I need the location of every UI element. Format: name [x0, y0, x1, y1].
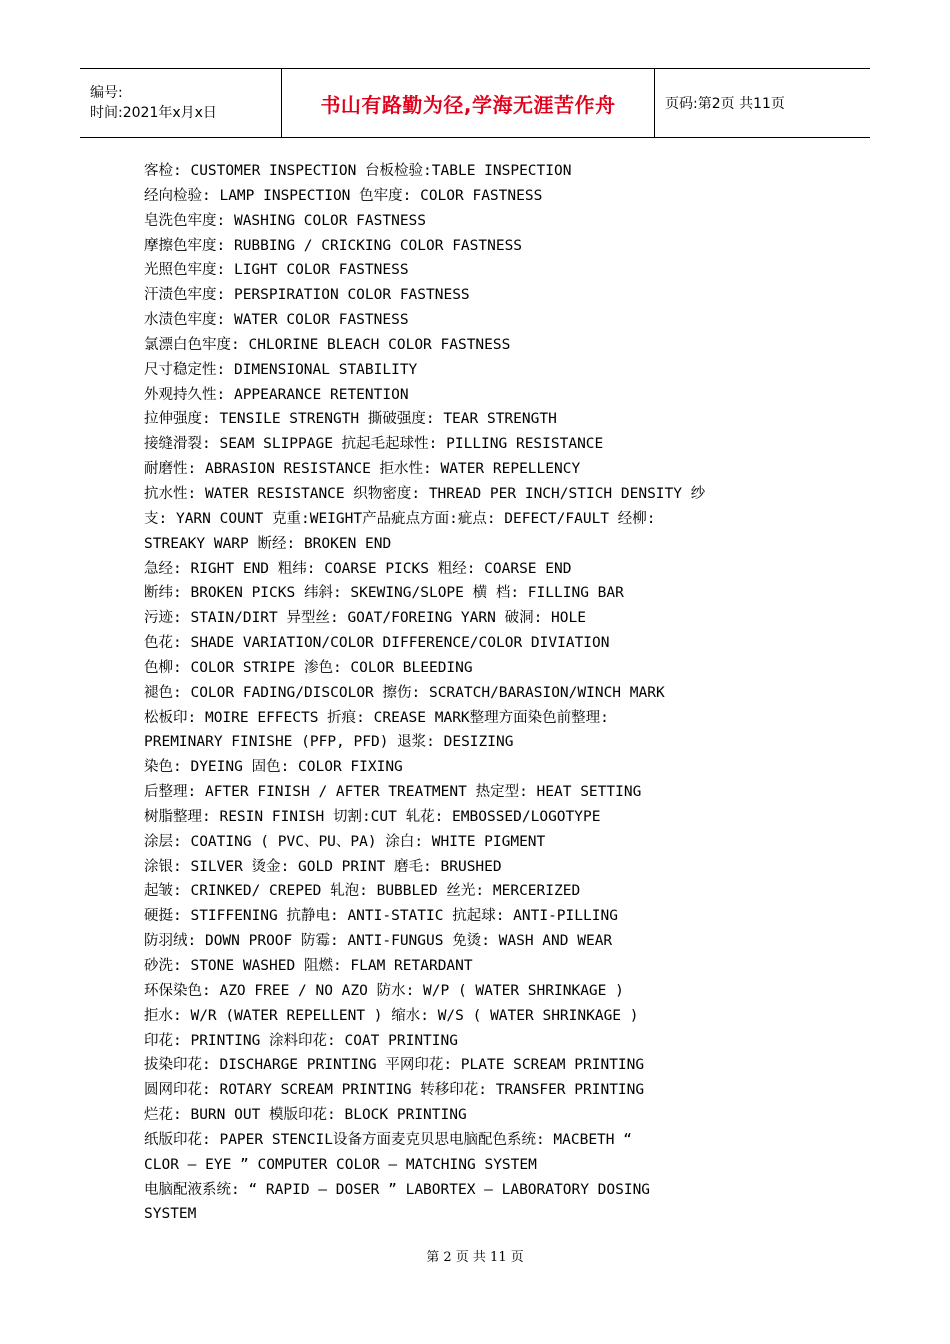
text-line: PREMINARY FINISHE (PFP, PFD) 退浆: DESIZING — [144, 734, 514, 751]
date-label: 时间:2021年x月x日 — [90, 105, 217, 121]
document-body — [144, 159, 814, 1227]
text-line: 起皱: CRINKED/ CREPED 轧泡: BUBBLED 丝光: MERCERIZED — [144, 883, 581, 900]
text-line: 树脂整理: RESIN FINISH 切割:CUT 轧花: EMBOSSED/LOGOTYPE — [144, 808, 601, 825]
text-line: 电脑配液系统: “ RAPID – DOSER ” LABORTEX – LABORATORY DOSING — [144, 1181, 651, 1198]
text-line: 硬挺: STIFFENING 抗静电: ANTI-STATIC 抗起球: ANTI-PILLING — [144, 908, 618, 925]
text-line: 抗水性: WATER RESISTANCE 织物密度: THREAD PER INCH/STICH DENSITY 纱 — [144, 485, 706, 502]
text-line: 断纬: BROKEN PICKS 纬斜: SKEWING/SLOPE 横 档: FILLING BAR — [144, 585, 624, 602]
motto: 书山有路勤为径,学海无涯苦作舟 — [320, 92, 616, 117]
text-line: 水渍色牢度: WATER COLOR FASTNESS — [144, 312, 409, 329]
text-line: 色花: SHADE VARIATION/COLOR DIFFERENCE/COLOR DIVIATION — [144, 635, 610, 652]
text-line: 光照色牢度: LIGHT COLOR FASTNESS — [144, 262, 409, 279]
text-line: 防羽绒: DOWN PROOF 防霉: ANTI-FUNGUS 免烫: WASH AND WEAR — [144, 933, 613, 950]
text-line: 尺寸稳定性: DIMENSIONAL STABILITY — [144, 361, 418, 378]
text-line: 拔染印花: DISCHARGE PRINTING 平网印花: PLATE SCREAM PRINTING — [144, 1057, 645, 1074]
text-line: 耐磨性: ABRASION RESISTANCE 拒水性: WATER REPELLENCY — [144, 461, 581, 478]
text-line: 纸版印花: PAPER STENCIL设备方面麦克贝思电脑配色系统: MACBETH “ — [144, 1131, 632, 1148]
header-motto-cell — [282, 69, 655, 137]
text-line: 圆网印花: ROTARY SCREAM PRINTING 转移印花: TRANSFER PRINTING — [144, 1082, 645, 1099]
text-line: 涂层: COATING ( PVC、PU、PA) 涂白: WHITE PIGMENT — [144, 833, 546, 850]
code-label: 编号: — [90, 85, 123, 101]
page-footer: 第 2 页 共 11 页 — [426, 1250, 524, 1265]
text-line: 摩擦色牢度: RUBBING / CRICKING COLOR FASTNESS — [144, 237, 523, 254]
text-line: SYSTEM — [144, 1206, 197, 1223]
text-line: 松板印: MOIRE EFFECTS 折痕: CREASE MARK整理方面染色前整理: — [144, 709, 609, 726]
header-page-cell — [655, 69, 870, 137]
text-line: 烂花: BURN OUT 模版印花: BLOCK PRINTING — [144, 1107, 467, 1124]
text-line: 砂洗: STONE WASHED 阻燃: FLAM RETARDANT — [144, 958, 473, 974]
text-line: 客检: CUSTOMER INSPECTION 台板检验:TABLE INSPECTION — [144, 163, 572, 179]
text-line: 急经: RIGHT END 粗纬: COARSE PICKS 粗经: COARSE END — [144, 560, 572, 577]
text-line: 支: YARN COUNT 克重:WEIGHT产品疵点方面:疵点: DEFECT/FAULT 经柳: — [144, 510, 656, 527]
text-line: 环保染色: AZO FREE / NO AZO 防水: W/P ( WATER SHRINKAGE ) — [144, 982, 624, 999]
text-line: 污迹: STAIN/DIRT 异型丝: GOAT/FOREING YARN 破洞: HOLE — [144, 610, 586, 627]
text-line: 氯漂白色牢度: CHLORINE BLEACH COLOR FASTNESS — [144, 336, 511, 353]
text-line: 接缝滑裂: SEAM SLIPPAGE 抗起毛起球性: PILLING RESISTANCE — [144, 436, 604, 453]
text-line: 褪色: COLOR FADING/DISCOLOR 擦伤: SCRATCH/BARASION/WINCH MARK — [144, 684, 665, 701]
text-line: 皂洗色牢度: WASHING COLOR FASTNESS — [144, 212, 427, 229]
text-line: 印花: PRINTING 涂料印花: COAT PRINTING — [144, 1032, 458, 1049]
text-line: 拉伸强度: TENSILE STRENGTH 撕破强度: TEAR STRENGTH — [144, 411, 557, 428]
text-line: 涂银: SILVER 烫金: GOLD PRINT 磨毛: BRUSHED — [144, 858, 502, 875]
text-line: 后整理: AFTER FINISH / AFTER TREATMENT 热定型: HEAT SETTING — [144, 784, 642, 801]
text-line: 汗渍色牢度: PERSPIRATION COLOR FASTNESS — [144, 287, 470, 304]
text-line: 经向检验: LAMP INSPECTION 色牢度: COLOR FASTNESS — [144, 187, 543, 204]
page-header — [80, 68, 870, 138]
page-info: 页码:第2页 共11页 — [665, 96, 785, 112]
text-line: 拒水: W/R (WATER REPELLENT ) 缩水: W/S ( WATER SHRINKAGE ) — [144, 1007, 639, 1024]
text-line: STREAKY WARP 断经: BROKEN END — [144, 535, 392, 552]
header-meta — [80, 69, 282, 137]
text-line: CLOR – EYE ” COMPUTER COLOR – MATCHING SYSTEM — [144, 1156, 537, 1173]
text-line: 染色: DYEING 固色: COLOR FIXING — [144, 759, 403, 776]
text-line: 外观持久性: APPEARANCE RETENTION — [144, 386, 409, 403]
text-line: 色柳: COLOR STRIPE 渗色: COLOR BLEEDING — [144, 659, 473, 676]
